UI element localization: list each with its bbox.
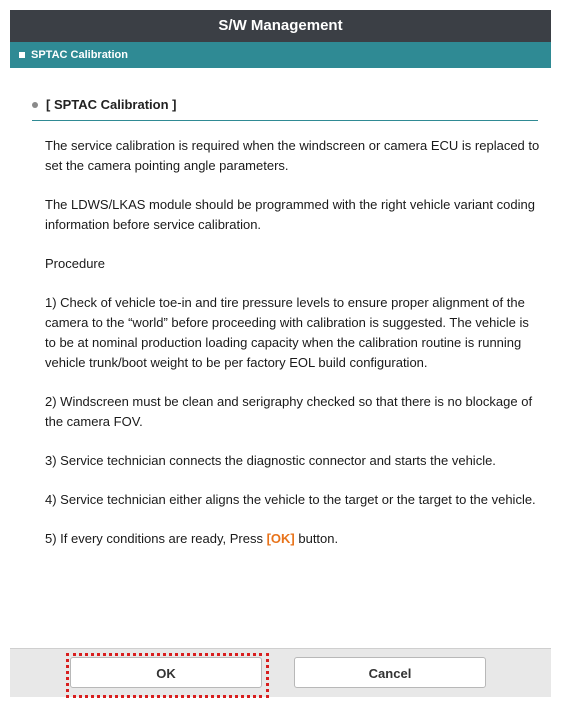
ok-button[interactable]: OK bbox=[70, 657, 262, 688]
paragraph-coding: The LDWS/LKAS module should be programmed with the right vehicle variant coding information before service calibration. bbox=[45, 197, 535, 232]
paragraph-step-3: 3) Service technician connects the diagnostic connector and starts the vehicle. bbox=[45, 453, 496, 468]
section-square-icon bbox=[19, 52, 25, 58]
section-header bbox=[10, 42, 551, 68]
bullet-icon bbox=[32, 102, 38, 108]
paragraph-step-2: 2) Windscreen must be clean and serigraphy checked so that there is no blockage of the camera FOV. bbox=[45, 394, 533, 429]
instructions-text bbox=[45, 136, 540, 568]
button-bar bbox=[10, 648, 551, 697]
section-title: SPTAC Calibration bbox=[31, 49, 128, 61]
paragraph-step-4: 4) Service technician either aligns the vehicle to the target or the target to the vehicle. bbox=[45, 492, 536, 507]
content-heading: [ SPTAC Calibration ] bbox=[46, 96, 177, 112]
content-heading-row bbox=[32, 94, 538, 121]
cancel-button[interactable]: Cancel bbox=[294, 657, 486, 688]
step-5-ok-highlight: [OK] bbox=[266, 531, 295, 546]
paragraph-procedure-label: Procedure bbox=[45, 256, 105, 271]
step-5-prefix: 5) If every conditions are ready, Press bbox=[45, 531, 267, 546]
step-5-suffix: button. bbox=[294, 531, 339, 546]
paragraph-step-1: 1) Check of vehicle toe-in and tire pressure levels to ensure proper alignment of the camera to the “world” before proceeding with calibration is suggested. The vehicle is to be at nominal production loading capacity when the calibration routine is running vehicle trunk/boot weight to be per factory EOL build configuration. bbox=[45, 295, 529, 370]
paragraph-intro: The service calibration is required when the windscreen or camera ECU is replaced to set the camera pointing angle parameters. bbox=[45, 138, 540, 173]
window-title: S/W Management bbox=[10, 10, 551, 42]
paragraph-step-5 bbox=[45, 529, 540, 549]
content-panel bbox=[10, 68, 551, 648]
